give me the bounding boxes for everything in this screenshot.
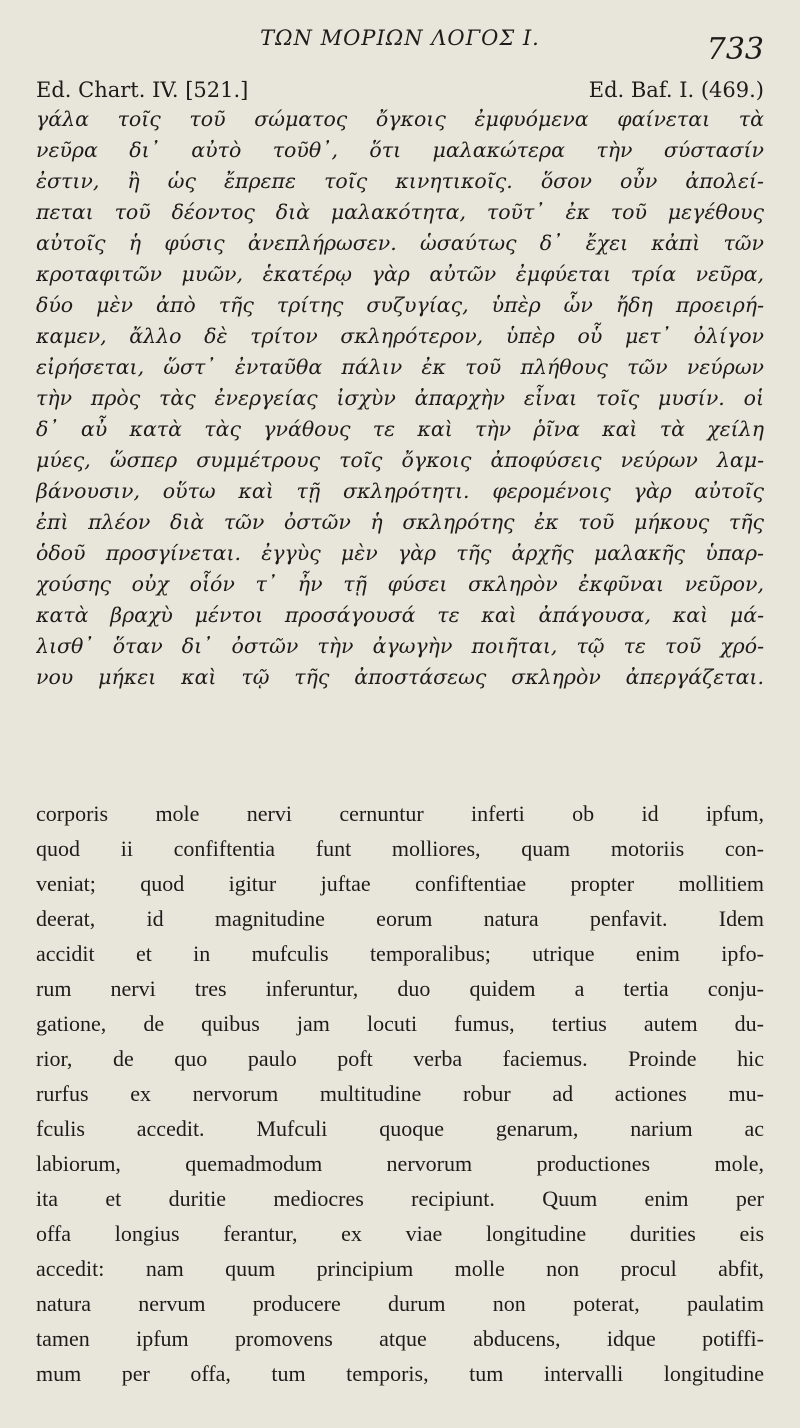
greek-text-line: χούσης οὐχ οἷόν τ᾽ ἦν τῇ φύσει σκληρὸν ἐκφῦναι νεῦρον,	[36, 572, 764, 596]
greek-text-line: καμεν, ἄλλο δὲ τρίτον σκληρότερον, ὑπὲρ οὗ μετ᾽ ὀλίγον	[36, 324, 764, 348]
latin-text-line: natura nervum producere durum non poterat, paulatim	[36, 1291, 764, 1316]
latin-text-line: fculis accedit. Mufculi quoque genarum, narium ac	[36, 1116, 764, 1141]
latin-text-line: mum per offa, tum temporis, tum intervalli longitudine	[36, 1361, 764, 1386]
greek-text-line: τὴν πρὸς τὰς ἐνεργείας ἰσχὺν ἀπαρχὴν εἶναι τοῖς μυσίν. οἱ	[36, 386, 764, 410]
latin-text-line: rior, de quo paulo poft verba faciemus. Proinde hic	[36, 1046, 764, 1071]
greek-text-line: πεται τοῦ δέοντος διὰ μαλακότητα, τοῦτ᾽ ἐκ τοῦ μεγέθους	[36, 200, 764, 224]
edition-basel-reference: Ed. Baf. I. (469.)	[588, 78, 764, 102]
edition-reference-line	[36, 78, 764, 104]
latin-text-line: tamen ipfum promovens atque abducens, idque potiffi-	[36, 1326, 764, 1351]
greek-text-line: κατὰ βραχὺ μέντοι προσάγουσά τε καὶ ἀπάγουσα, καὶ μά-	[36, 603, 764, 627]
latin-text-line: labiorum, quemadmodum nervorum productiones mole,	[36, 1151, 764, 1176]
latin-text-line: deerat, id magnitudine eorum natura penfavit. Idem	[36, 906, 764, 931]
greek-text-line: νεῦρα δι᾽ αὐτὸ τοῦθ᾽, ὅτι μαλακώτερα τὴν σύστασίν	[36, 138, 764, 162]
latin-text-line: accidit et in mufculis temporalibus; utrique enim ipfo-	[36, 941, 764, 966]
page-number: 733	[706, 32, 764, 67]
edition-chart-reference: Ed. Chart. IV. [521.]	[36, 78, 249, 102]
greek-text-line: ἐστιν, ἢ ὡς ἔπρεπε τοῖς κινητικοῖς. ὅσον οὖν ἀπολεί-	[36, 169, 764, 193]
latin-text-line: gatione, de quibus jam locuti fumus, tertius autem du-	[36, 1011, 764, 1036]
latin-text-line: veniat; quod igitur juftae confiftentiae propter mollitiem	[36, 871, 764, 896]
greek-text-line: νου μήκει καὶ τῷ τῆς ἀποστάσεως σκληρὸν ἀπεργάζεται.	[36, 665, 764, 689]
greek-text-line: μύες, ὥσπερ συμμέτρους τοῖς ὄγκοις ἀποφύσεις νεύρων λαμ-	[36, 448, 764, 472]
latin-text-line: corporis mole nervi cernuntur inferti ob id ipfum,	[36, 801, 764, 826]
greek-text-line: ἐπὶ πλέον διὰ τῶν ὀστῶν ἡ σκληρότης ἐκ τοῦ μήκους τῆς	[36, 510, 764, 534]
greek-text-line: λισθ᾽ ὅταν δι᾽ ὀστῶν τὴν ἀγωγὴν ποιῆται, τῷ τε τοῦ χρό-	[36, 634, 764, 658]
latin-text-block	[36, 796, 764, 1391]
greek-text-line: δ᾽ αὖ κατὰ τὰς γνάθους τε καὶ τὴν ῥῖνα καὶ τὰ χείλη	[36, 417, 764, 441]
greek-text-line: δύο μὲν ἀπὸ τῆς τρίτης συζυγίας, ὑπὲρ ὧν ἤδη προειρή-	[36, 293, 764, 317]
latin-text-line: offa longius ferantur, ex viae longitudine durities eis	[36, 1221, 764, 1246]
latin-text-line: quod ii confiftentia funt molliores, quam motoriis con-	[36, 836, 764, 861]
latin-text-line: rum nervi tres inferuntur, duo quidem a tertia conju-	[36, 976, 764, 1001]
greek-text-line: γάλα τοῖς τοῦ σώματος ὄγκοις ἐμφυόμενα φαίνεται τὰ	[36, 107, 764, 131]
latin-text-line: rurfus ex nervorum multitudine robur ad actiones mu-	[36, 1081, 764, 1106]
greek-text-block	[36, 104, 764, 693]
running-title: ΤΩΝ ΜΟΡΙΩΝ ΛΟΓΟΣ Ι.	[260, 26, 540, 50]
latin-text-line: accedit: nam quum principium molle non procul abfit,	[36, 1256, 764, 1281]
greek-text-line: ὁδοῦ προσγίνεται. ἐγγὺς μὲν γὰρ τῆς ἀρχῆς μαλακῆς ὑπαρ-	[36, 541, 764, 565]
greek-text-line: κροταφιτῶν μυῶν, ἑκατέρῳ γὰρ αὐτῶν ἐμφύεται τρία νεῦρα,	[36, 262, 764, 286]
greek-text-line: βάνουσιν, οὕτω καὶ τῇ σκληρότητι. φερομένοις γὰρ αὐτοῖς	[36, 479, 764, 503]
greek-text-line: εἰρήσεται, ὥστ᾽ ἐνταῦθα πάλιν ἐκ τοῦ πλήθους τῶν νεύρων	[36, 355, 764, 379]
latin-text-line: ita et duritie mediocres recipiunt. Quum enim per	[36, 1186, 764, 1211]
greek-text-line: αὐτοῖς ἡ φύσις ἀνεπλήρωσεν. ὡσαύτως δ᾽ ἔχει κἀπὶ τῶν	[36, 231, 764, 255]
